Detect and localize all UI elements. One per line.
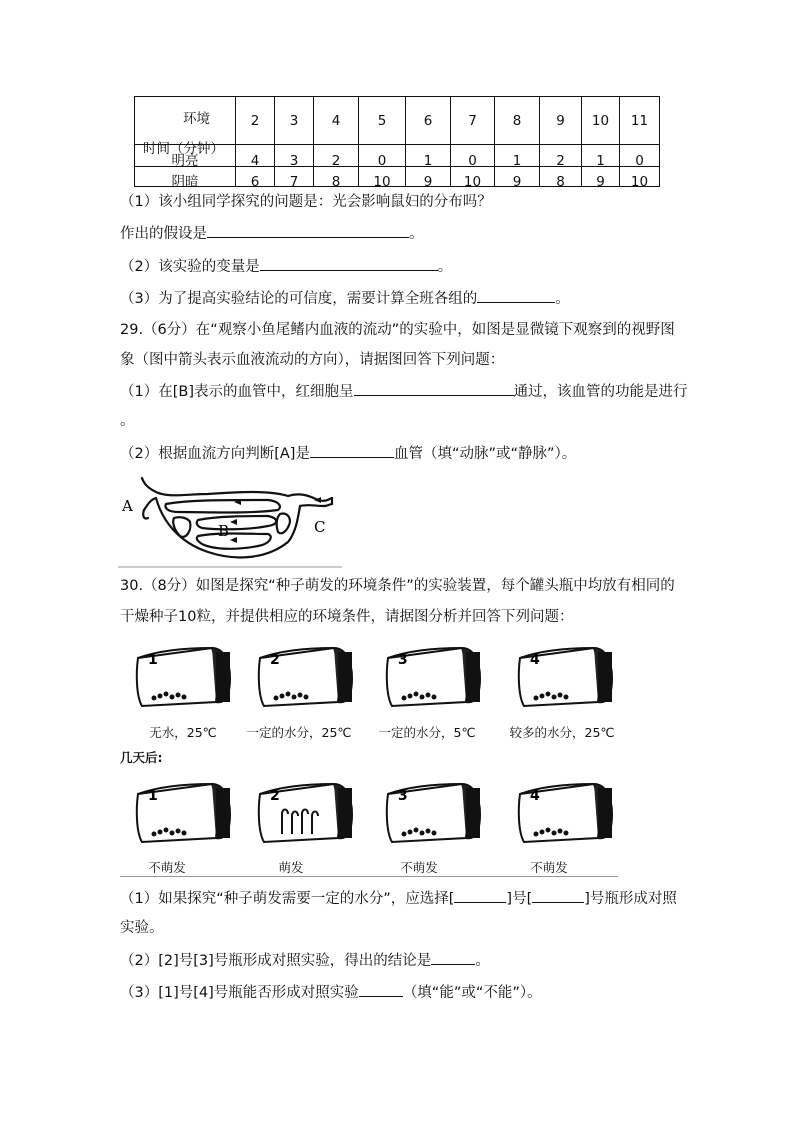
time-cell: 11 (620, 97, 660, 145)
value-cell: 1 (495, 145, 540, 167)
jar-3-result: 不萌发 (400, 860, 438, 875)
answer-blank[interactable] (207, 223, 409, 238)
value-cell: 2 (314, 145, 359, 167)
q29-sub1: （1）在[B]表示的血管中，红细胞呈 通过，该血管的功能是进行 (120, 381, 688, 402)
row-label: 阴暗 (135, 167, 236, 187)
answer-blank[interactable] (310, 443, 394, 458)
jar-1-after (130, 778, 240, 848)
value-cell: 4 (236, 145, 275, 167)
q30-sub2: （2）[2]号[3]号瓶形成对照实验，得出的结论是 。 (120, 950, 490, 971)
q30-intro-line2: 干燥种子10粒，并提供相应的环境条件，请据图分析并回答下列问题： (120, 609, 574, 625)
jar-1-result: 不萌发 (148, 860, 186, 875)
svg-text:1: 1 (148, 788, 158, 804)
value-cell: 2 (540, 145, 582, 167)
q30-sub3: （3）[1]号[4]号瓶能否形成对照实验 （填“能”或“不能”）。 (120, 982, 542, 1003)
jar-4-before (512, 642, 622, 712)
header-env: 环境 (183, 111, 210, 127)
value-cell: 0 (359, 145, 406, 167)
q29-intro-line1: 29.（6分）在“观察小鱼尾鳍内血液的流动”的实验中，如图是显微镜下观察到的视野图 (120, 322, 675, 338)
svg-text:3: 3 (398, 788, 408, 804)
jar-3-before (380, 642, 490, 712)
time-cell: 9 (540, 97, 582, 145)
table-row (135, 167, 660, 187)
header-time: 时间（分钟） (143, 141, 224, 157)
jar-1-condition: 无水，25℃ (149, 725, 217, 740)
q30-sub1-end: 实验。 (120, 920, 164, 936)
q28-line1: （1）该小组同学探究的问题是：光会影响鼠妇的分布吗？ (120, 194, 492, 210)
data-table (134, 96, 660, 190)
time-cell: 5 (359, 97, 406, 145)
svg-text:2: 2 (270, 652, 280, 668)
value-cell: 9 (582, 167, 620, 187)
q29-intro-line2: 象（图中箭头表示血液流动的方向），请据图回答下列问题： (120, 352, 505, 368)
q30-sub1: （1）如果探究“种子萌发需要一定的水分”，应选择[ ]号[ ]号瓶形成对照 (120, 888, 677, 909)
time-cell: 4 (314, 97, 359, 145)
value-cell: 10 (451, 167, 495, 187)
jar-4-condition: 较多的水分，25℃ (509, 725, 615, 740)
value-cell: 3 (275, 145, 314, 167)
q30-intro-line1: 30.（8分）如图是探究“种子萌发的环境条件”的实验装置，每个罐头瓶中均放有相同的 (120, 578, 675, 594)
answer-blank[interactable] (431, 950, 475, 965)
jar-2-after (252, 778, 362, 848)
jar-2-result: 萌发 (278, 860, 304, 875)
value-cell: 8 (314, 167, 359, 187)
svg-text:4: 4 (530, 788, 540, 804)
jar-2-condition: 一定的水分，25℃ (246, 725, 352, 740)
value-cell: 0 (451, 145, 495, 167)
time-cell: 2 (236, 97, 275, 145)
value-cell: 10 (620, 167, 660, 187)
table-header-cell (135, 97, 236, 157)
answer-blank[interactable] (260, 256, 438, 271)
jar-1-before (130, 642, 240, 712)
answer-blank[interactable] (454, 888, 506, 903)
value-cell: 0 (620, 145, 660, 167)
q28-line2: 作出的假设是 。 (120, 223, 424, 244)
value-cell: 8 (540, 167, 582, 187)
row-label: 明亮 (135, 145, 236, 167)
svg-text:4: 4 (530, 652, 540, 668)
time-cell: 6 (406, 97, 451, 145)
value-cell: 10 (359, 167, 406, 187)
answer-blank[interactable] (354, 381, 514, 396)
value-cell: 1 (582, 145, 620, 167)
label-c: C (314, 518, 326, 536)
q29-sub2: （2）根据血流方向判断[A]是 血管（填“动脉”或“静脉”）。 (120, 443, 576, 464)
svg-text:3: 3 (398, 652, 408, 668)
jar-4-result: 不萌发 (530, 860, 568, 875)
q28-line4: （3）为了提高实验结论的可信度，需要计算全班各组的 。 (120, 288, 570, 309)
svg-text:2: 2 (270, 788, 280, 804)
value-cell: 9 (406, 167, 451, 187)
value-cell: 6 (236, 167, 275, 187)
figure-divider (120, 876, 618, 877)
label-a: A (122, 497, 133, 515)
value-cell: 7 (275, 167, 314, 187)
blood-vessel-figure (118, 470, 348, 570)
answer-blank[interactable] (477, 288, 555, 303)
time-cell: 7 (451, 97, 495, 145)
q28-line3: （2）该实验的变量是 。 (120, 256, 452, 277)
jar-3-after (380, 778, 490, 848)
days-later-label: 几天后: (120, 750, 163, 765)
value-cell: 1 (406, 145, 451, 167)
jar-4-after (512, 778, 622, 848)
time-cell: 8 (495, 97, 540, 145)
value-cell: 9 (495, 167, 540, 187)
time-cell: 10 (582, 97, 620, 145)
answer-blank[interactable] (359, 982, 403, 997)
label-b: B (218, 522, 230, 540)
jar-3-condition: 一定的水分，5℃ (378, 725, 476, 740)
svg-text:1: 1 (148, 652, 158, 668)
jar-2-before (252, 642, 362, 712)
time-cell: 3 (275, 97, 314, 145)
answer-blank[interactable] (532, 888, 584, 903)
q29-sub1-end: 。 (120, 413, 135, 429)
